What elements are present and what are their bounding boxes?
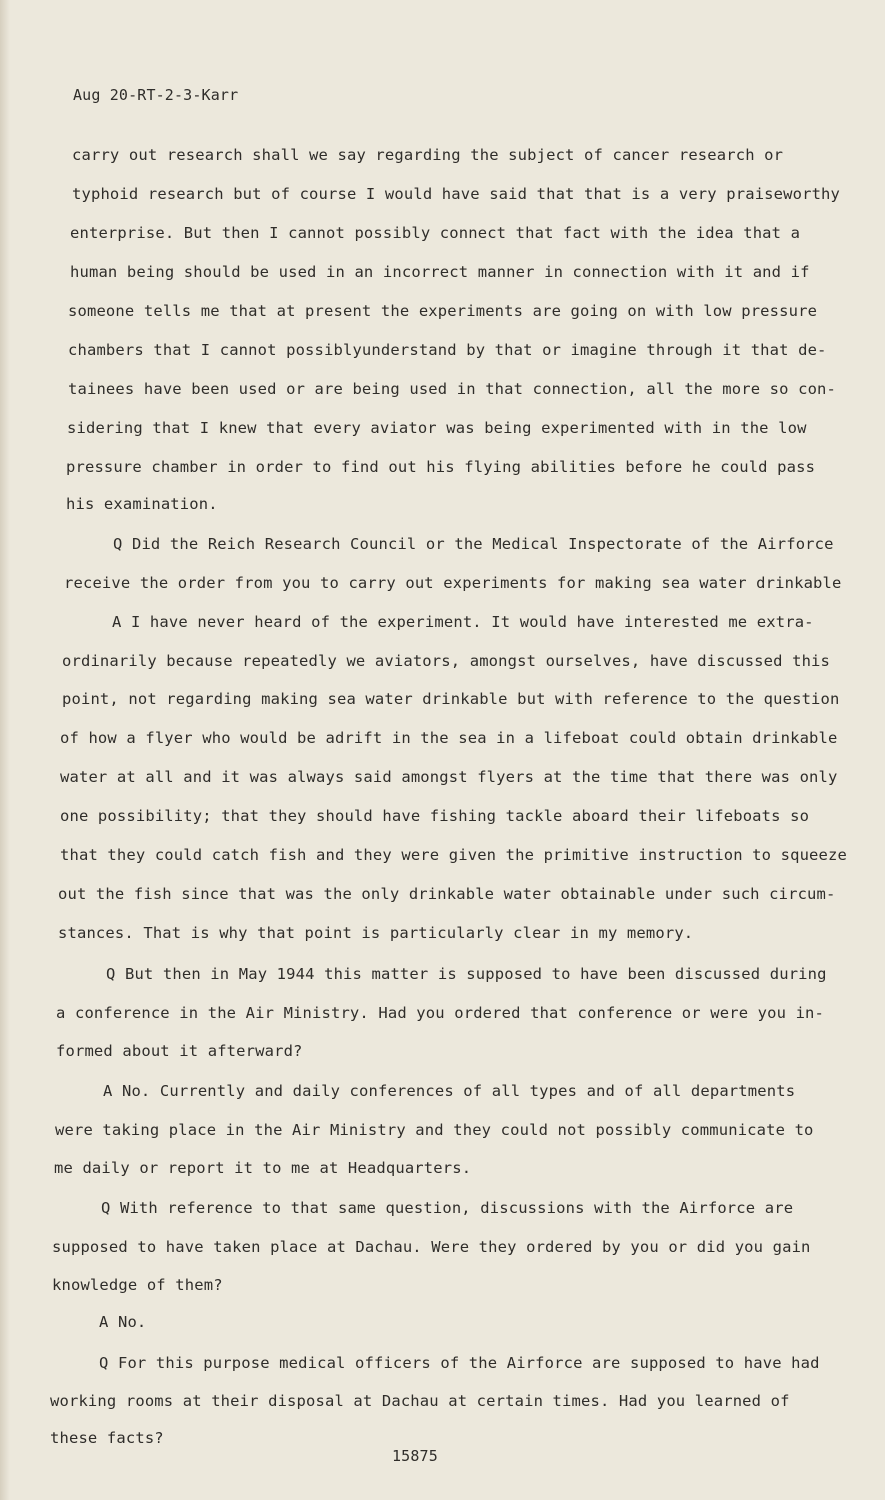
text-line: these facts? xyxy=(50,1429,164,1447)
text-line: one possibility; that they should have fishing tackle aboard their lifeboats so xyxy=(60,807,810,825)
text-line: supposed to have taken place at Dachau. Were they ordered by you or did you gain xyxy=(52,1238,811,1256)
text-line: a conference in the Air Ministry. Had you ordered that conference or were you in- xyxy=(56,1004,825,1022)
text-line: point, not regarding making sea water drinkable but with reference to the question xyxy=(62,690,840,708)
text-line: carry out research shall we say regarding the subject of cancer research or xyxy=(72,146,784,164)
text-line: that they could catch fish and they were given the primitive instruction to squeeze xyxy=(60,846,847,864)
text-line: his examination. xyxy=(66,495,218,513)
answer-line: A I have never heard of the experiment. It would have interested me extra- xyxy=(112,613,814,631)
page-edge-shadow xyxy=(0,0,10,1500)
text-line: of how a flyer who would be adrift in the sea in a lifeboat could obtain drinkable xyxy=(60,729,838,747)
question-line: Q With reference to that same question, discussions with the Airforce are xyxy=(101,1199,794,1217)
question-line: Q But then in May 1944 this matter is supposed to have been discussed during xyxy=(106,965,827,983)
text-line: typhoid research but of course I would have said that that is a very praiseworthy xyxy=(72,185,841,203)
text-line: someone tells me that at present the experiments are going on with low pressure xyxy=(68,302,818,320)
answer-line: A No. xyxy=(99,1313,147,1331)
text-line: were taking place in the Air Ministry and they could not possibly communicate to xyxy=(55,1121,814,1139)
answer-line: A No. Currently and daily conferences of all types and of all departments xyxy=(103,1082,796,1100)
text-line: formed about it afterward? xyxy=(56,1042,303,1060)
question-line: Q For this purpose medical officers of the Airforce are supposed to have had xyxy=(99,1354,820,1372)
text-line: me daily or report it to me at Headquarters. xyxy=(54,1159,472,1177)
text-line: chambers that I cannot possiblyunderstand by that or imagine through it that de- xyxy=(68,341,827,359)
page-number: 15875 xyxy=(392,1447,438,1465)
text-line: enterprise. But then I cannot possibly connect that fact with the idea that a xyxy=(70,224,801,242)
page-header: Aug 20-RT-2-3-Karr xyxy=(73,86,239,104)
text-line: tainees have been used or are being used in that connection, all the more so con- xyxy=(68,380,837,398)
text-line: water at all and it was always said amongst flyers at the time that there was only xyxy=(60,768,838,786)
text-line: stances. That is why that point is particularly clear in my memory. xyxy=(58,924,694,942)
text-line: sidering that I knew that every aviator was being experimented with in the low xyxy=(67,419,807,437)
text-line: knowledge of them? xyxy=(52,1276,223,1294)
text-line: pressure chamber in order to find out his flying abilities before he could pass xyxy=(66,458,816,476)
question-line: Q Did the Reich Research Council or the Medical Inspectorate of the Airforce xyxy=(113,535,834,553)
text-line: working rooms at their disposal at Dachau at certain times. Had you learned of xyxy=(50,1392,790,1410)
text-line: human being should be used in an incorrect manner in connection with it and if xyxy=(70,263,810,281)
text-line: receive the order from you to carry out experiments for making sea water drinkable xyxy=(64,574,842,592)
text-line: out the fish since that was the only drinkable water obtainable under such circum- xyxy=(58,885,836,903)
text-line: ordinarily because repeatedly we aviators, amongst ourselves, have discussed this xyxy=(62,652,831,670)
